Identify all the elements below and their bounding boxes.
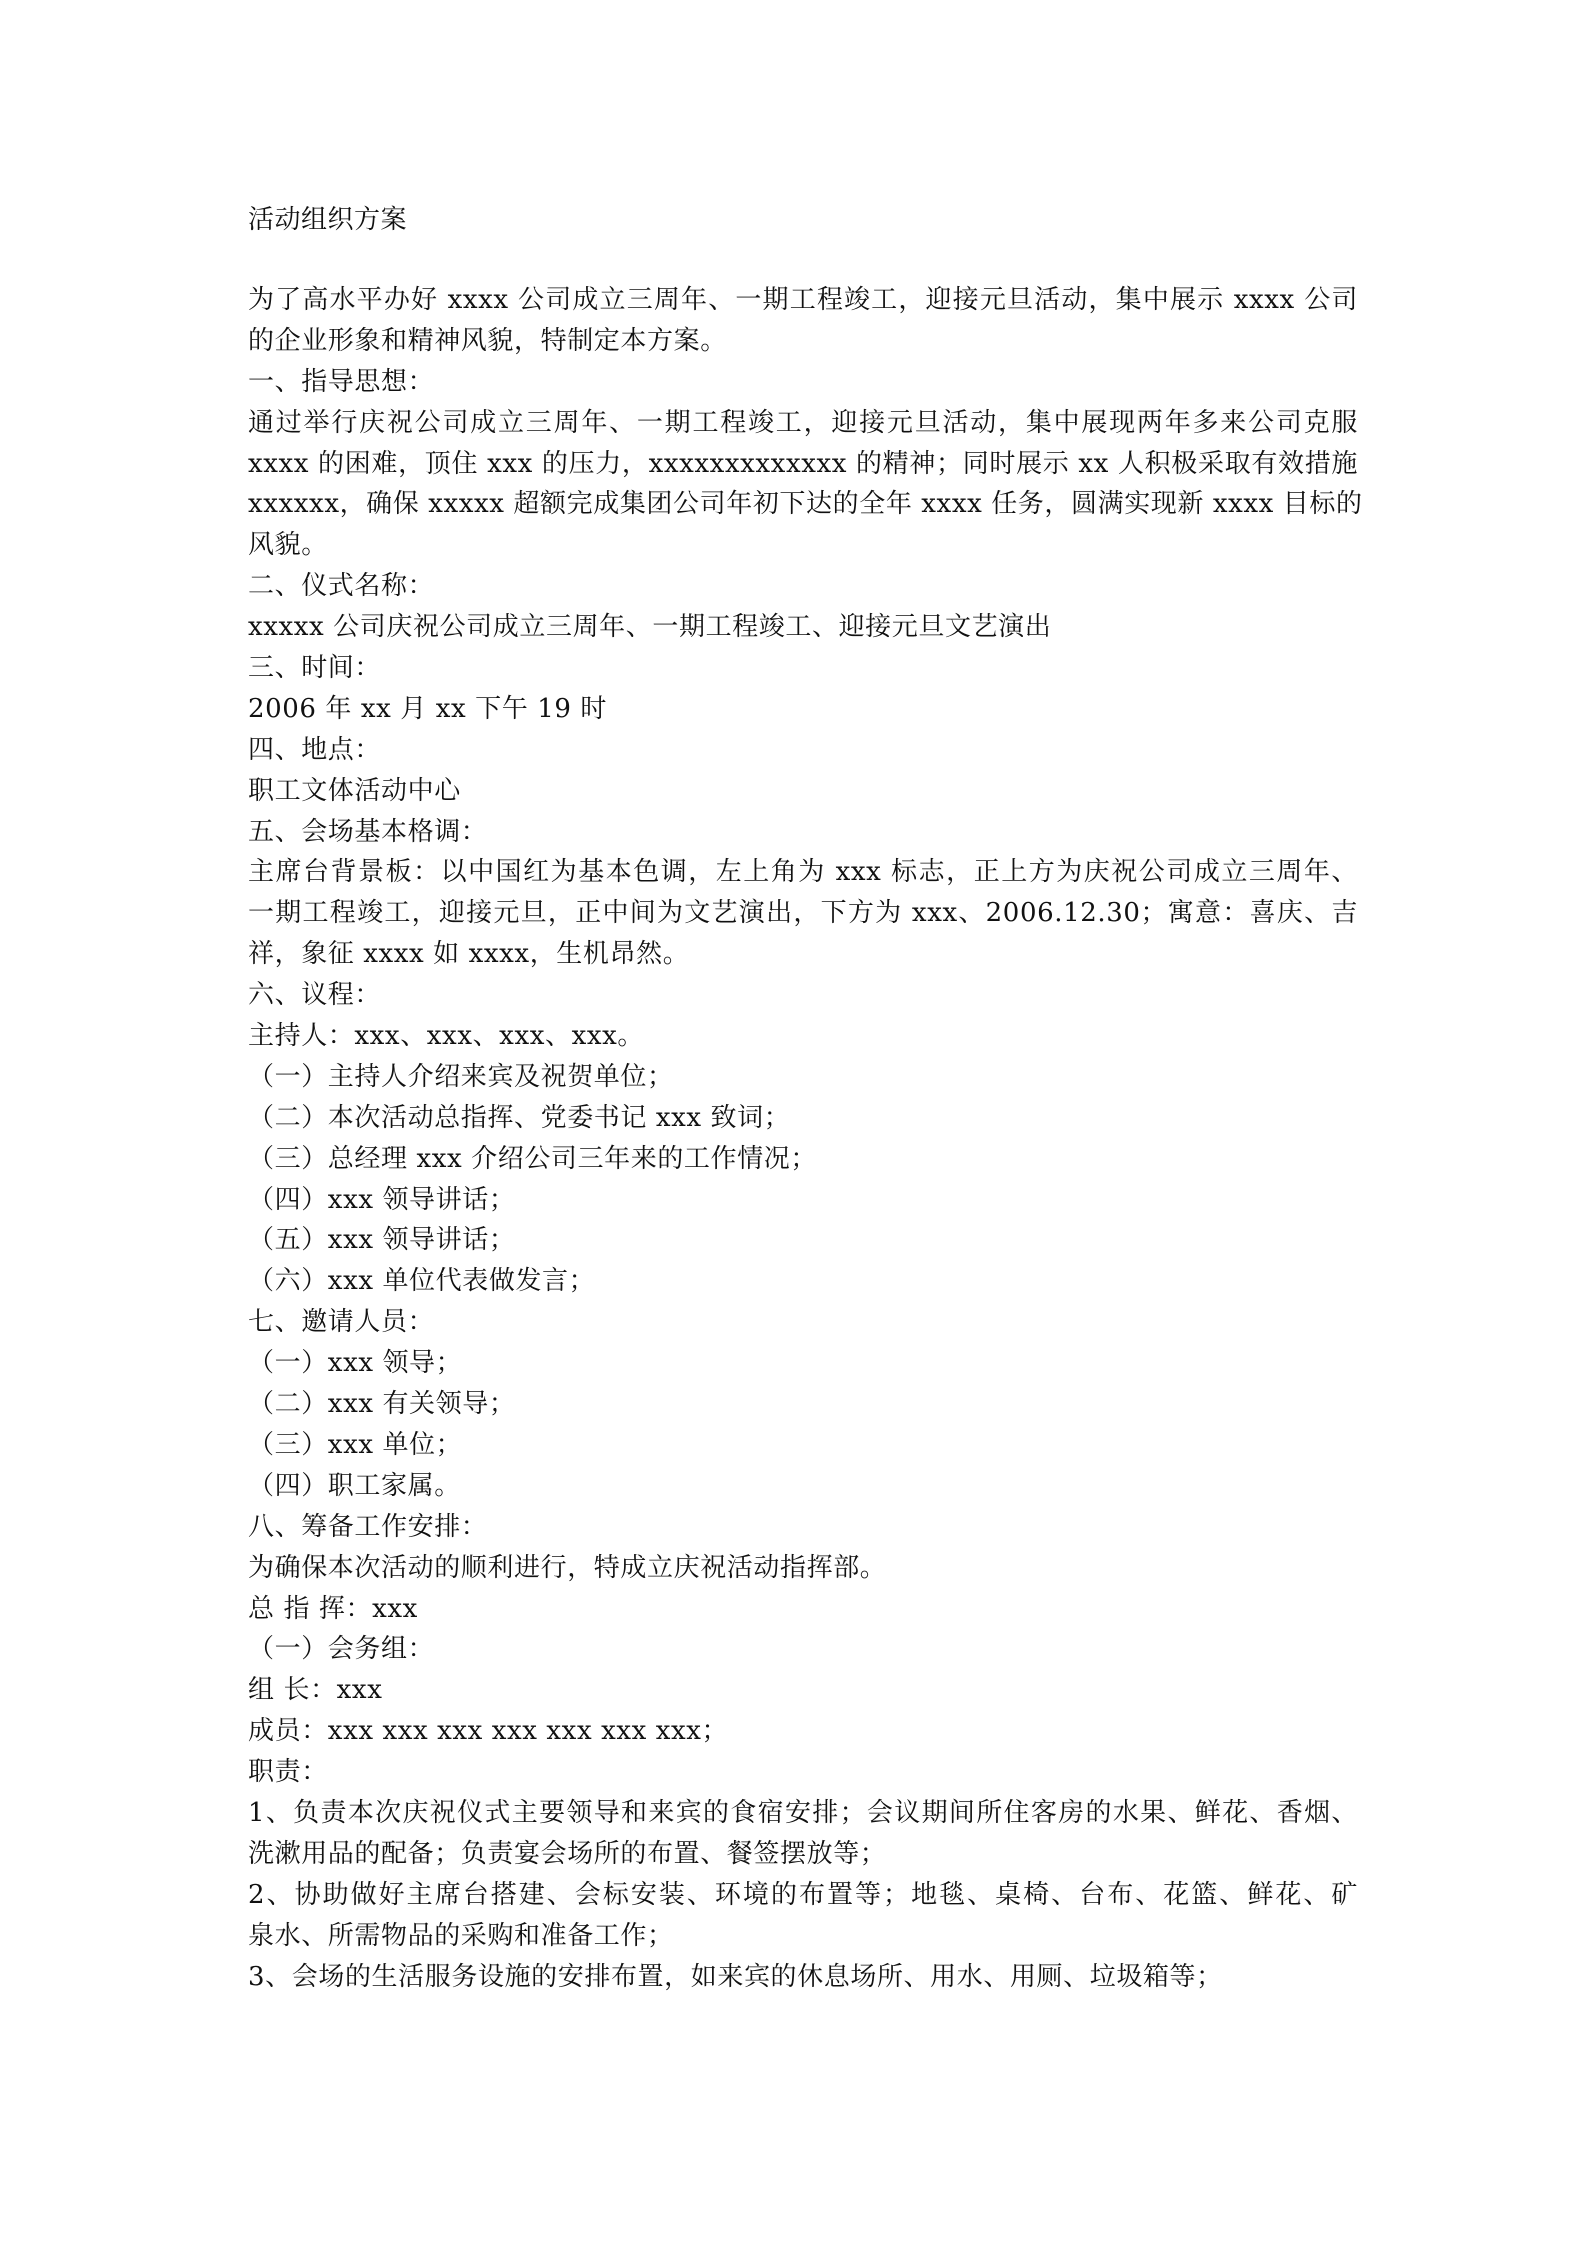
paragraph-line: 主持人：xxx、xxx、xxx、xxx。 (248, 1021, 644, 1052)
paragraph-line: 职工文体活动中心 (248, 775, 461, 806)
section-heading: 五、会场基本格调： (248, 816, 488, 847)
paragraph-line: 祥，象征 xxxx 如 xxxx，生机昂然。 (248, 939, 690, 970)
section-heading: 六、议程： (248, 980, 382, 1011)
list-item: （三）总经理 xxx 介绍公司三年来的工作情况； (248, 1143, 817, 1174)
paragraph-line: 成员：xxx xxx xxx xxx xxx xxx xxx； (248, 1716, 729, 1747)
paragraph-line: 2006 年 xx 月 xx 下午 19 时 (248, 693, 607, 724)
document-body (248, 280, 1363, 1997)
list-item: （一）主持人介绍来宾及祝贺单位； (248, 1061, 674, 1092)
paragraph-line: 为了高水平办好 xxxx 公司成立三周年、一期工程竣工，迎接元旦活动，集中展示 xxxx 公司 (248, 285, 1358, 315)
paragraph-line: 职责： (248, 1757, 328, 1788)
paragraph-line: 为确保本次活动的顺利进行，特成立庆祝活动指挥部。 (248, 1552, 887, 1583)
list-item: （二）本次活动总指挥、党委书记 xxx 致词； (248, 1102, 791, 1133)
section-heading: 一、指导思想： (248, 366, 435, 397)
list-item: （五）xxx 领导讲话； (248, 1225, 516, 1256)
document-title: 活动组织方案 (248, 205, 408, 235)
paragraph-line: 泉水、所需物品的采购和准备工作； (248, 1920, 674, 1951)
list-item: （三）xxx 单位； (248, 1429, 463, 1460)
paragraph-line: 主席台背景板：以中国红为基本色调，左上角为 xxx 标志，正上方为庆祝公司成立三周年、 (248, 857, 1358, 888)
paragraph-line: xxxxx 公司庆祝公司成立三周年、一期工程竣工、迎接元旦文艺演出 (248, 612, 1052, 643)
paragraph-line: 通过举行庆祝公司成立三周年、一期工程竣工，迎接元旦活动，集中展现两年多来公司克服 (248, 407, 1358, 438)
section-heading: 八、筹备工作安排： (248, 1511, 488, 1542)
paragraph-line: 的企业形象和精神风貌，特制定本方案。 (248, 325, 727, 356)
paragraph-line: xxxxxx，确保 xxxxx 超额完成集团公司年初下达的全年 xxxx 任务，圆满实现新 xxxx 目标的 (248, 489, 1363, 520)
paragraph-line: 组 长：xxx (248, 1675, 383, 1706)
section-heading: 三、时间： (248, 653, 382, 684)
paragraph-line: 1、负责本次庆祝仪式主要领导和来宾的食宿安排；会议期间所住客房的水果、鲜花、香烟、 (248, 1797, 1358, 1828)
paragraph-line: 3、会场的生活服务设施的安排布置，如来宾的休息场所、用水、用厕、垃圾箱等； (248, 1961, 1223, 1992)
paragraph-line: xxxx 的困难，顶住 xxx 的压力，xxxxxxxxxxxxx 的精神；同时展示 xx 人积极采取有效措施 (248, 448, 1358, 479)
section-heading: 二、仪式名称： (248, 571, 435, 602)
list-item: （四）xxx 领导讲话； (248, 1184, 516, 1215)
list-item: （四）职工家属。 (248, 1470, 461, 1501)
paragraph-line: 洗漱用品的配备；负责宴会场所的布置、餐签摆放等； (248, 1838, 887, 1869)
paragraph-line: 总 指 挥：xxx (248, 1593, 418, 1624)
list-item: （六）xxx 单位代表做发言； (248, 1266, 596, 1297)
section-heading: 四、地点： (248, 734, 382, 765)
paragraph-line: 2、协助做好主席台搭建、会标安装、环境的布置等；地毯、桌椅、台布、花篮、鲜花、矿 (248, 1879, 1358, 1910)
section-heading: 七、邀请人员： (248, 1307, 435, 1338)
subsection-heading: （一）会务组： (248, 1634, 435, 1665)
list-item: （二）xxx 有关领导； (248, 1389, 516, 1420)
paragraph-line: 一期工程竣工，迎接元旦，正中间为文艺演出，下方为 xxx、2006.12.30；寓意：喜庆、吉 (248, 898, 1358, 929)
paragraph-line: 风貌。 (248, 530, 328, 561)
list-item: （一）xxx 领导； (248, 1348, 463, 1379)
